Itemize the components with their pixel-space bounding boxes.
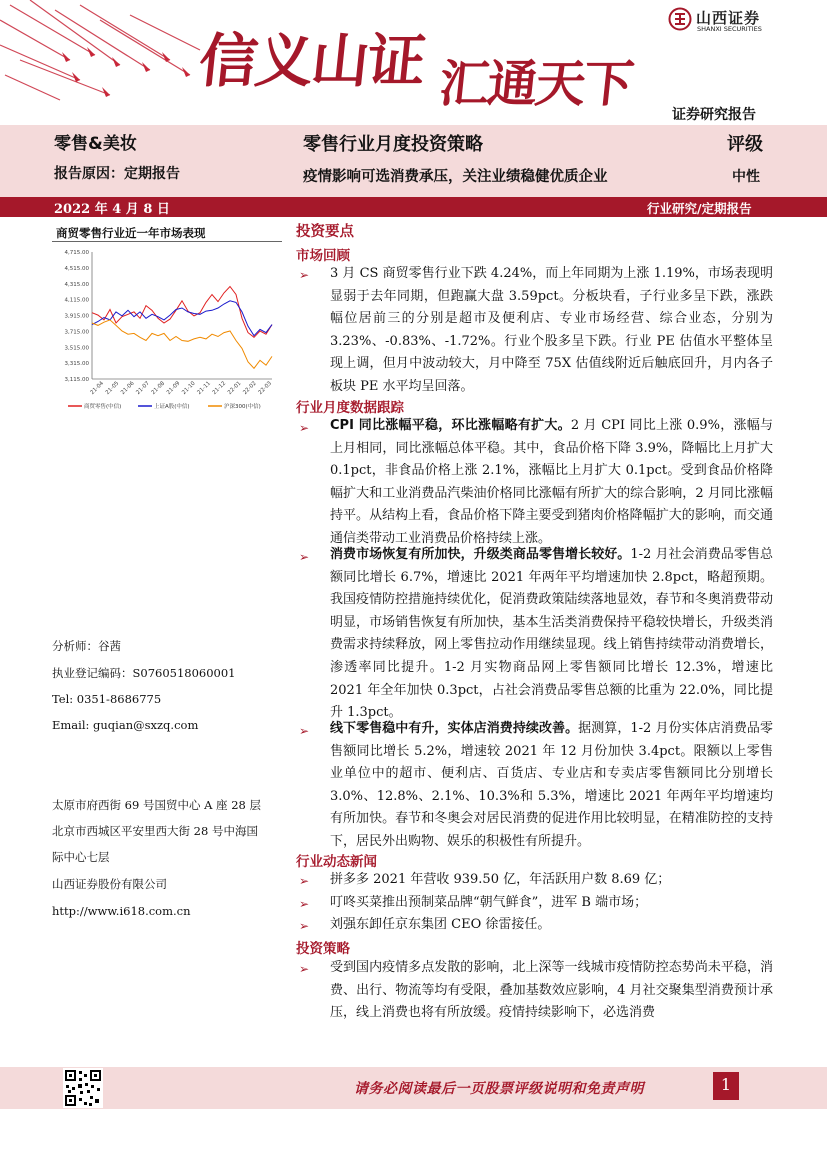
analyst-tel: Tel: 0351-8686775	[52, 692, 162, 706]
main-heading: 投资要点	[296, 224, 354, 240]
market-review-paragraph: 3 月 CS 商贸零售行业下跌 4.24%，而上年同期为上涨 1.19%，市场表现明显弱于去年同期，但跑赢大盘 3.59pct。分板块看，子行业多呈下跌，涨跌幅位居前三的分别是超市及便利店、专业市场经营、综合业态，分别为 3.23%、-0.83%、-1.72%。行业个股多呈下跌。行业 PE 估值水平整体呈现上调，但月中波动较大，月中降至 75X 估值线附近后触底回升，月内各子板块 PE 水平均呈回落。	[330, 266, 773, 394]
x-tick-label: 21-08	[150, 380, 167, 397]
y-tick-label: 4,515.00	[64, 265, 89, 272]
bullet-arrow-icon: ➢	[299, 550, 310, 564]
chart-title: 商贸零售行业近一年市场表现	[56, 226, 206, 240]
company-website[interactable]: http://www.i618.com.cn	[52, 904, 191, 918]
address-taiyuan: 太原市府西街 69 号国贸中心 A 座 28 层	[52, 798, 262, 812]
offline-retail-lead: 线下零售稳中有升，实体店消费持续改善。	[330, 721, 579, 736]
bullet-arrow-icon: ➢	[299, 421, 310, 435]
bullet-arrow-icon: ➢	[299, 268, 310, 282]
company-name: 山西证券股份有限公司	[52, 877, 167, 891]
bullet-arrow-icon: ➢	[299, 724, 310, 738]
brand-name-en: SHANXI SECURITIES	[697, 25, 762, 33]
report-reason: 报告原因：定期报告	[54, 166, 180, 182]
company-logo-icon	[668, 7, 692, 31]
analyst-name: 分析师：谷茜	[52, 639, 121, 653]
bullet-arrow-icon: ➢	[299, 919, 310, 933]
consumption-lead: 消费市场恢复有所加快，升级类商品零售增长较好。	[330, 547, 631, 562]
top-banner	[0, 0, 827, 125]
footer-disclaimer: 请务必阅读最后一页股票评级说明和免责声明	[354, 1081, 644, 1097]
x-tick-label: 21-09	[165, 380, 182, 397]
report-date: 2022 年 4 月 8 日	[54, 202, 170, 217]
cpi-text: 2 月 CPI 同比上涨 0.9%，涨幅与上月相同，同比涨幅总体平稳。其中，食品价格下降 3.9%，降幅比上月扩大 0.1pct，非食品价格上涨 2.1%，涨幅比上月扩大 0.1pct。受到食品价格降幅扩大和工业消费品汽柴油价格同比涨幅有所扩大的综合影响，2 月同比涨幅持平。从结构上看，食品价格下降主要受到猪肉价格降幅扩大的影响，而交通通信类带动工业消费品价格持续上涨。	[330, 418, 773, 546]
bullet-arrow-icon: ➢	[299, 962, 310, 976]
market-performance-chart	[50, 244, 284, 434]
x-tick-label: 21-04	[89, 380, 106, 397]
rating-label: 评级	[727, 134, 763, 155]
x-tick-label: 21-10	[181, 380, 197, 397]
series-line	[92, 287, 272, 338]
news-item: 刘强东卸任京东集团 CEO 徐雷接任。	[330, 917, 551, 932]
address-beijing-cont: 际中心七层	[52, 850, 110, 864]
report-subtitle: 疫情影响可选消费承压，关注业绩稳健优质企业	[303, 169, 608, 185]
qr-code-icon	[63, 1068, 103, 1108]
x-tick-label: 21-05	[104, 380, 121, 397]
bullet-arrow-icon: ➢	[299, 897, 310, 911]
consumption-text: 1-2 月社会消费品零售总额同比增长 6.7%，增速比 2021 年两年平均增速加快 2.8pct，略超预期。我国疫情防控措施持续优化，促消费政策陆续落地显效，春节和冬奥消费带动明显，市场销售恢复有所加快，基本生活类消费保持平稳较快增长，升级类消费需求持续释放，网上零售拉动作用继续显现。线上销售持续带动消费增长，渗透率同比提升。1-2 月实物商品网上零售额同比增长 12.3%，增速比 2021 年全年加快 0.3pct，占社会消费品零售总额的比重为 22.0%，同比提升 1.3pct。	[330, 547, 773, 721]
report-category: 行业研究/定期报告	[647, 201, 752, 216]
slogan-right: 汇通天下	[436, 55, 635, 113]
section-market-review: 市场回顾	[296, 248, 350, 264]
x-tick-label: 21-07	[135, 380, 151, 397]
strategy-paragraph: 受到国内疫情多点发散的影响，北上深等一线城市疫情防控态势尚未平稳，消费、出行、物流等均有受限，叠加基数效应影响，4 月社交聚集型消费预计承压，线上消费也将有所放缓。疫情持续影响下，必选消费	[330, 960, 773, 1021]
y-tick-label: 4,315.00	[64, 281, 89, 288]
address-beijing: 北京市西城区平安里西大街 28 号中海国	[52, 824, 258, 838]
news-item: 叮咚买菜推出预制菜品牌“朝气鲜食”，进军 B 端市场；	[330, 895, 648, 910]
section-investment-strategy: 投资策略	[296, 941, 350, 957]
slogan-left: 信义山证	[195, 27, 428, 95]
report-title: 零售行业月度投资策略	[303, 134, 483, 155]
x-tick-label: 21-11	[196, 380, 212, 397]
cpi-paragraph	[330, 415, 773, 551]
analyst-email[interactable]: Email: guqian@sxzq.com	[52, 718, 199, 732]
section-industry-news: 行业动态新闻	[296, 854, 377, 870]
legend-label: 商贸零售(中信)	[84, 404, 122, 410]
page-number: 1	[720, 1075, 732, 1094]
news-item: 拼多多 2021 年营收 939.50 亿，年活跃用户数 8.69 亿；	[330, 872, 671, 887]
y-tick-label: 3,515.00	[64, 345, 89, 352]
y-tick-label: 3,315.00	[64, 361, 89, 368]
offline-retail-paragraph	[330, 718, 773, 854]
legend-label: 沪深300(中信)	[224, 404, 261, 410]
section-data-tracking: 行业月度数据跟踪	[296, 400, 404, 416]
x-tick-label: 22-01	[226, 380, 243, 397]
y-tick-label: 4,715.00	[64, 250, 89, 256]
consumption-paragraph	[330, 544, 773, 725]
offline-retail-text: 据测算，1-2 月份实体店消费品零售额同比增长 5.2%，增速较 2021 年 12 月份加快 3.4pct。限额以上零售业单位中的超市、便利店、百货店、专业店和专卖店零售额同比分别增长 3.0%、12.8%、2.1%、10.3%和 5.3%，增速比 2021 年两年平均增速均有所加快。春节和冬奥会对居民消费的促进作用比较明显，在精准防控的支持下，居民外出购物、娱乐的积极性有所提升。	[330, 721, 773, 849]
series-line	[92, 301, 272, 336]
x-tick-label: 21-12	[211, 380, 228, 397]
doc-type: 证券研究报告	[672, 107, 756, 123]
legend-label: 上证A股(中信)	[154, 404, 190, 410]
series-line	[92, 320, 272, 368]
y-tick-label: 3,115.00	[64, 377, 89, 383]
y-tick-label: 4,115.00	[64, 297, 89, 304]
license-number: 执业登记编码：S0760518060001	[52, 666, 236, 680]
y-tick-label: 3,915.00	[64, 313, 89, 320]
y-tick-label: 3,715.00	[64, 329, 89, 336]
x-tick-label: 22-03	[257, 380, 274, 397]
industry-label: 零售&美妆	[54, 134, 137, 154]
cpi-lead: CPI 同比涨幅平稳，环比涨幅略有扩大。	[330, 418, 571, 433]
brand-name: 山西证券	[696, 9, 761, 27]
x-tick-label: 22-02	[242, 380, 258, 397]
chart-title-rule	[52, 241, 282, 242]
bullet-arrow-icon: ➢	[299, 874, 310, 888]
rating-value: 中性	[732, 169, 760, 185]
x-tick-label: 21-06	[120, 380, 136, 397]
